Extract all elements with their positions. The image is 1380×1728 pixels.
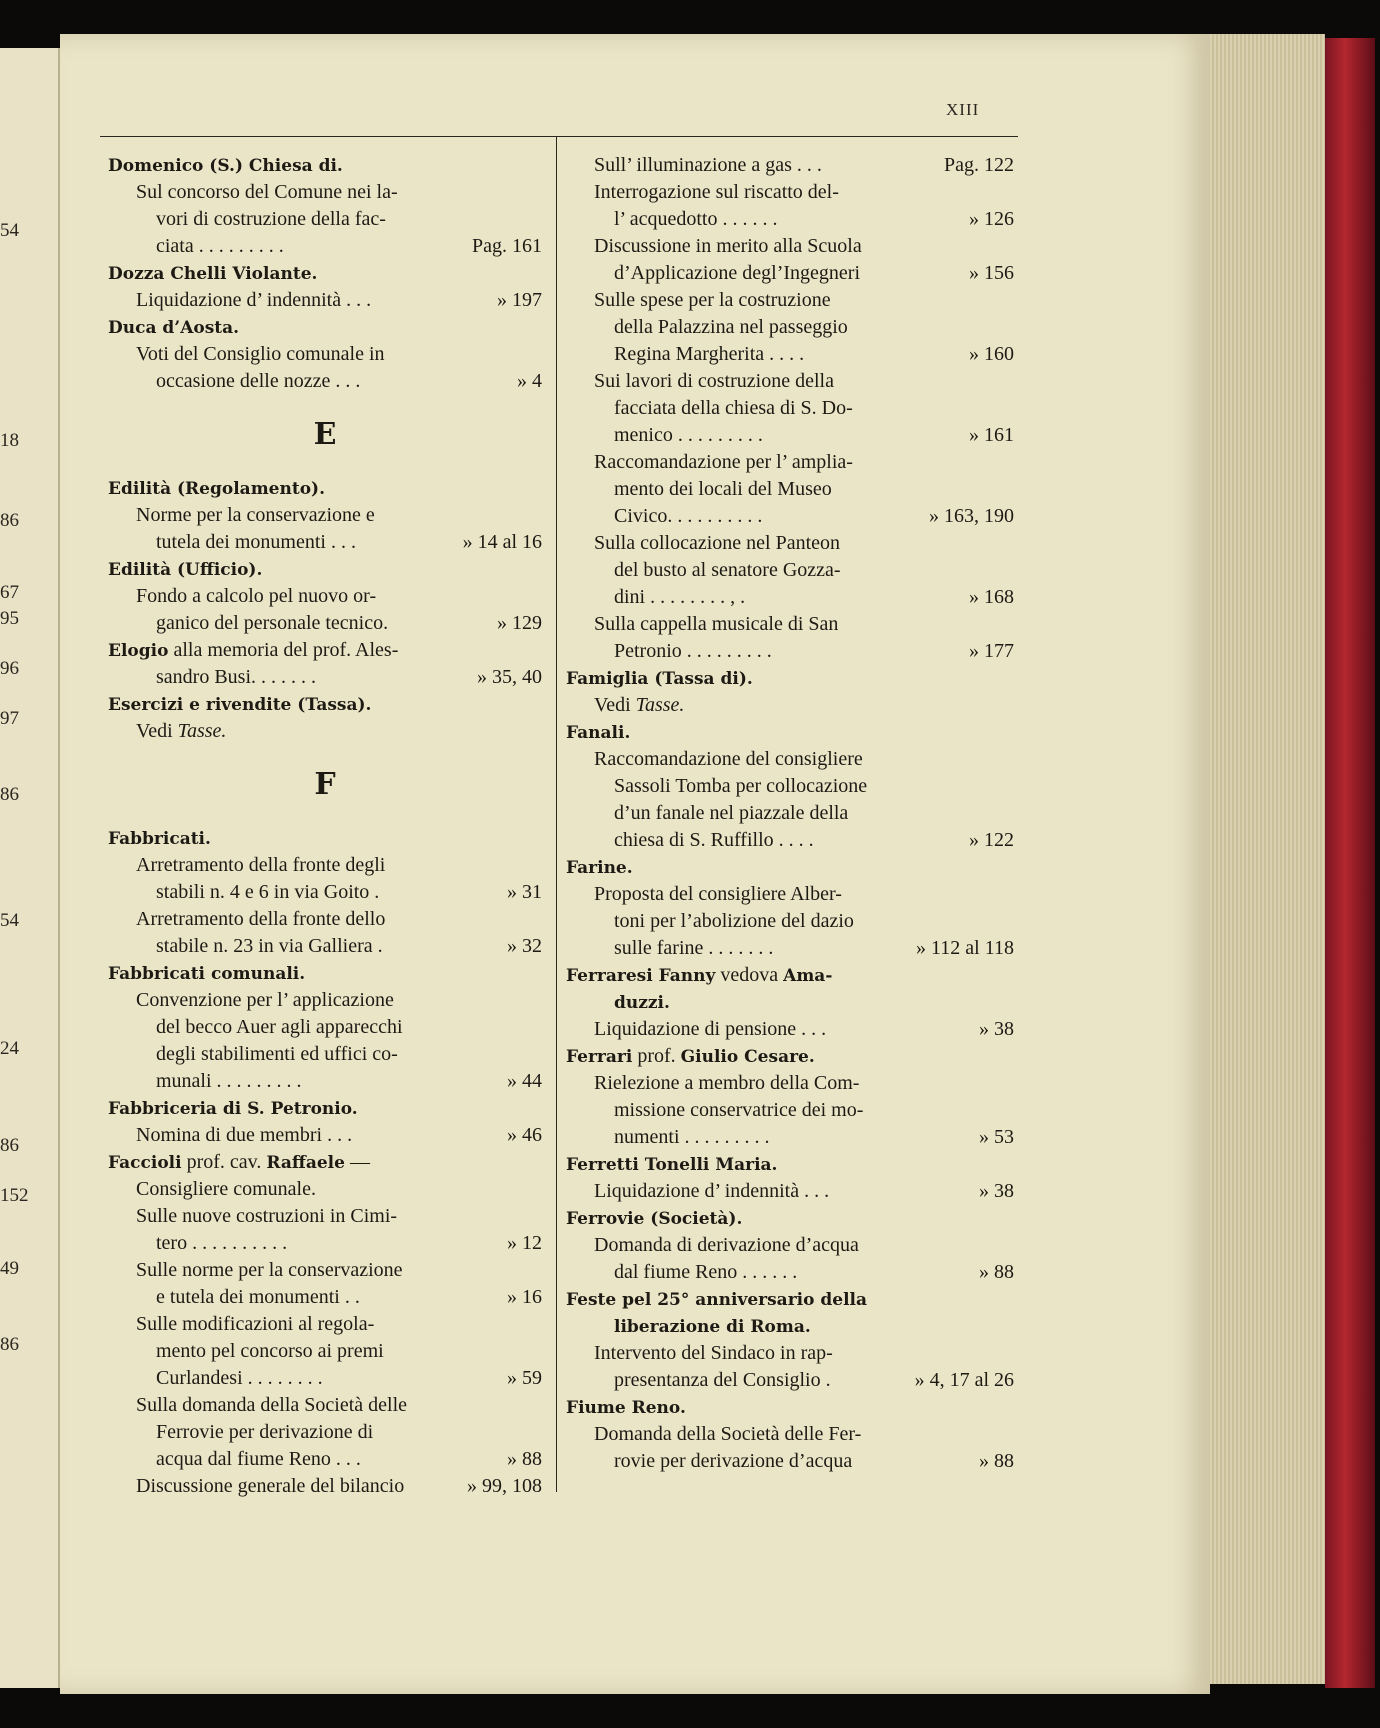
entry-text: Proposta del consigliere Alber- — [594, 883, 842, 905]
index-heading — [566, 962, 1014, 989]
facing-page-number: 54 — [0, 910, 19, 931]
index-entry-line — [566, 1340, 1014, 1367]
index-entry-line — [108, 341, 542, 368]
index-entry-line — [566, 800, 1014, 827]
entry-text: Fondo a calcolo pel nuovo or- — [136, 585, 377, 607]
page-reference: » 16 — [507, 1286, 542, 1308]
index-entry-line — [108, 1122, 542, 1149]
entry-text: Regina Margherita . . . . — [614, 343, 805, 365]
index-entry-line — [566, 692, 1014, 719]
index-entry-line — [108, 583, 542, 610]
index-entry-line — [566, 908, 1014, 935]
entry-text: vedova — [715, 964, 784, 986]
index-entry-line — [566, 611, 1014, 638]
index-entry-line — [108, 1446, 542, 1473]
index-entry-line — [108, 852, 542, 879]
entry-text: Sulla collocazione nel Panteon — [594, 532, 841, 554]
entry-text: Petronio . . . . . . . . . — [614, 640, 772, 662]
index-heading — [566, 1043, 1014, 1070]
index-entry-line — [108, 1419, 542, 1446]
facing-page-number: 49 — [0, 1258, 19, 1279]
index-heading — [108, 1095, 542, 1122]
folio-number: XIII — [946, 100, 980, 119]
index-column-left — [108, 152, 542, 1500]
entry-text: Vedi — [594, 694, 636, 716]
entry-text: Liquidazione di pensione . . . — [594, 1018, 827, 1040]
heading-text: Dozza Chelli Violante. — [108, 264, 318, 284]
index-entry-line — [108, 529, 542, 556]
index-entry-line — [108, 233, 542, 260]
entry-text: Domanda della Società delle Fer- — [594, 1423, 862, 1445]
entry-text: Liquidazione d’ indennità . . . — [136, 289, 372, 311]
entry-text: tero . . . . . . . . . . — [156, 1232, 288, 1254]
page-reference: » 12 — [507, 1232, 542, 1254]
entry-text: munali . . . . . . . . . — [156, 1070, 302, 1092]
entry-text: Sull’ illuminazione a gas . . . — [594, 154, 822, 176]
index-entry-line — [566, 1016, 1014, 1043]
index-entry-line — [566, 584, 1014, 611]
heading-text: Raffaele — [266, 1153, 345, 1173]
index-entry-line — [566, 152, 1014, 179]
entry-text: del busto al senatore Gozza- — [614, 559, 841, 581]
entry-text: Sassoli Tomba per collocazione — [614, 775, 868, 797]
entry-text: degli stabilimenti ed uffici co- — [156, 1043, 398, 1065]
index-entry-line — [566, 1097, 1014, 1124]
index-entry-line — [566, 881, 1014, 908]
index-heading — [566, 719, 1014, 746]
index-entry-line — [108, 664, 542, 691]
entry-text: e tutela dei monumenti . . — [156, 1286, 360, 1308]
index-entry-line — [566, 1124, 1014, 1151]
page-reference: » 126 — [969, 208, 1014, 230]
facing-page-number: 18 — [0, 430, 19, 451]
facing-page-number: 96 — [0, 658, 19, 679]
index-column-right — [566, 152, 1014, 1475]
page-reference: » 129 — [497, 612, 542, 634]
facing-page-number: 86 — [0, 1135, 19, 1156]
entry-text: della Palazzina nel passeggio — [614, 316, 848, 338]
page-reference: » 161 — [969, 424, 1014, 446]
entry-text: — — [344, 1151, 370, 1173]
index-entry-line — [566, 827, 1014, 854]
index-entry-line — [566, 935, 1014, 962]
page-reference: Pag. 161 — [472, 235, 542, 257]
heading-text: duzzi. — [614, 993, 670, 1013]
index-entry-line — [566, 1421, 1014, 1448]
heading-text: Elogio — [108, 641, 169, 661]
index-entry-line — [566, 287, 1014, 314]
entry-text: Tasse. — [635, 694, 685, 716]
index-entry-line — [566, 179, 1014, 206]
heading-text: Fabbricati. — [108, 829, 211, 849]
page-reference: » 168 — [969, 586, 1014, 608]
heading-text: Ferretti Tonelli Maria. — [566, 1155, 778, 1175]
index-entry-line — [108, 610, 542, 637]
index-heading — [566, 665, 1014, 692]
entry-text: facciata della chiesa di S. Do- — [614, 397, 853, 419]
entry-text: Sulle norme per la conservazione — [136, 1259, 403, 1281]
entry-text: Sulla cappella musicale di San — [594, 613, 839, 635]
index-heading — [566, 1286, 1014, 1313]
index-entry-line — [566, 1070, 1014, 1097]
index-heading — [566, 854, 1014, 881]
index-entry-line — [566, 1259, 1014, 1286]
index-entry-line — [108, 1068, 542, 1095]
column-divider — [556, 136, 557, 1492]
index-entry-line — [108, 1014, 542, 1041]
page-reference: » 88 — [979, 1261, 1014, 1283]
index-entry-line — [108, 1365, 542, 1392]
heading-text: Ama- — [783, 966, 833, 986]
page-reference: » 4, 17 al 26 — [914, 1369, 1014, 1391]
index-entry-line — [108, 718, 542, 745]
page-reference: » 156 — [969, 262, 1014, 284]
entry-text: Voti del Consiglio comunale in — [136, 343, 385, 365]
entry-text: Intervento del Sindaco in rap- — [594, 1342, 833, 1364]
index-entry-line — [108, 1041, 542, 1068]
index-entry-line — [566, 260, 1014, 287]
index-entry-line — [108, 502, 542, 529]
entry-text: del becco Auer agli apparecchi — [156, 1016, 403, 1038]
entry-text: Raccomandazione del consigliere — [594, 748, 863, 770]
section-letter: E — [313, 417, 337, 452]
index-heading — [108, 152, 542, 179]
page-reference: » 112 al 118 — [916, 937, 1014, 959]
entry-text: numenti . . . . . . . . . — [614, 1126, 770, 1148]
entry-text: Sulle spese per la costruzione — [594, 289, 831, 311]
index-entry-line — [566, 557, 1014, 584]
index-heading — [566, 1151, 1014, 1178]
index-entry-line — [566, 314, 1014, 341]
entry-text: Sulle nuove costruzioni in Cimi- — [136, 1205, 398, 1227]
page-edges — [1210, 34, 1325, 1684]
facing-page-number: 67 — [0, 582, 19, 603]
entry-text: occasione delle nozze . . . — [156, 370, 361, 392]
index-entry-line — [108, 1257, 542, 1284]
entry-text: Nomina di due membri . . . — [136, 1124, 353, 1146]
heading-text: Domenico (S.) Chiesa di. — [108, 156, 343, 176]
facing-page-number: 54 — [0, 220, 19, 241]
entry-text: chiesa di S. Ruffillo . . . . — [614, 829, 814, 851]
entry-text: l’ acquedotto . . . . . . — [614, 208, 778, 230]
heading-text: liberazione di Roma. — [614, 1317, 811, 1337]
heading-text: Edilità (Ufficio). — [108, 560, 263, 580]
entry-text: dini . . . . . . . . , . — [614, 586, 746, 608]
entry-text: Civico. . . . . . . . . . — [614, 505, 763, 527]
index-entry-line — [108, 1284, 542, 1311]
page-reference: » 4 — [517, 370, 542, 392]
index-entry-line — [108, 368, 542, 395]
index-entry-line — [108, 1230, 542, 1257]
index-entry-line — [108, 1311, 542, 1338]
index-entry-line — [566, 422, 1014, 449]
index-entry-line — [108, 1176, 542, 1203]
index-entry-line — [566, 233, 1014, 260]
entry-text: ciata . . . . . . . . . — [156, 235, 284, 257]
entry-text: Sui lavori di costruzione della — [594, 370, 834, 392]
entry-text: sulle farine . . . . . . . — [614, 937, 774, 959]
entry-text: Raccomandazione per l’ amplia- — [594, 451, 853, 473]
entry-text: stabile n. 23 in via Galliera . — [156, 935, 383, 957]
facing-page-number: 152 — [0, 1185, 29, 1206]
entry-text: rovie per derivazione d’acqua — [614, 1450, 853, 1472]
index-entry-line — [566, 341, 1014, 368]
heading-text: Fabbricati comunali. — [108, 964, 306, 984]
entry-text: Discussione in merito alla Scuola — [594, 235, 862, 257]
entry-text: Arretramento della fronte degli — [136, 854, 386, 876]
heading-text: Ferrari — [566, 1047, 633, 1067]
page-reference: » 46 — [507, 1124, 542, 1146]
page-reference: » 38 — [979, 1018, 1014, 1040]
entry-text: Ferrovie per derivazione di — [156, 1421, 374, 1443]
index-heading — [108, 475, 542, 502]
entry-text: Discussione generale del bilancio — [136, 1475, 405, 1497]
book-cover — [1325, 38, 1375, 1688]
heading-text: Giulio Cesare. — [680, 1047, 815, 1067]
entry-text: toni per l’abolizione del dazio — [614, 910, 854, 932]
entry-text: missione conservatrice dei mo- — [614, 1099, 864, 1121]
heading-text: Duca d’Aosta. — [108, 318, 240, 338]
page-reference: » 53 — [979, 1126, 1014, 1148]
entry-text: stabili n. 4 e 6 in via Goito . — [156, 881, 380, 903]
facing-page-number: 86 — [0, 510, 19, 531]
entry-text: Sulle modificazioni al regola- — [136, 1313, 375, 1335]
entry-text: sandro Busi. . . . . . . — [156, 666, 316, 688]
page-reference: » 197 — [497, 289, 542, 311]
entry-text: Vedi — [136, 720, 178, 742]
page-reference: » 44 — [507, 1070, 542, 1092]
index-heading — [566, 1205, 1014, 1232]
facing-page-number: 24 — [0, 1038, 19, 1059]
entry-text: prof. — [632, 1045, 681, 1067]
page-reference: » 31 — [507, 881, 542, 903]
index-entry-line — [566, 1367, 1014, 1394]
page-reference: » 163, 190 — [929, 505, 1014, 527]
entry-text: Liquidazione d’ indennità . . . — [594, 1180, 830, 1202]
index-entry-line — [108, 933, 542, 960]
page-reference: » 88 — [507, 1448, 542, 1470]
entry-text: tutela dei monumenti . . . — [156, 531, 356, 553]
page-reference: » 35, 40 — [477, 666, 542, 688]
page-reference: Pag. 122 — [944, 154, 1014, 176]
index-entry-line — [566, 1178, 1014, 1205]
entry-text: Consigliere comunale. — [136, 1178, 316, 1200]
entry-text: dal fiume Reno . . . . . . — [614, 1261, 798, 1283]
index-entry-line — [566, 1313, 1014, 1340]
entry-text: Sulla domanda della Società delle — [136, 1394, 408, 1416]
index-entry-line — [566, 395, 1014, 422]
index-heading — [108, 825, 542, 852]
heading-text: Fanali. — [566, 723, 631, 743]
index-entry-line — [108, 1392, 542, 1419]
facing-page-edge — [0, 48, 60, 1688]
index-entry-line — [108, 1203, 542, 1230]
index-entry-line — [566, 476, 1014, 503]
page-reference: » 177 — [969, 640, 1014, 662]
facing-page-number: 86 — [0, 1334, 19, 1355]
entry-text: d’Applicazione degl’Ingegneri — [614, 262, 861, 284]
heading-text: Esercizi e rivendite (Tassa). — [108, 695, 372, 715]
index-entry-line — [566, 638, 1014, 665]
index-heading — [108, 556, 542, 583]
page-reference: » 122 — [969, 829, 1014, 851]
entry-text: Domanda di derivazione d’acqua — [594, 1234, 859, 1256]
index-entry-line — [566, 449, 1014, 476]
index-heading — [108, 691, 542, 718]
entry-text: Norme per la conservazione e — [136, 504, 375, 526]
page-reference: » 59 — [507, 1367, 542, 1389]
entry-text: mento pel concorso ai premi — [156, 1340, 384, 1362]
entry-text: acqua dal fiume Reno . . . — [156, 1448, 361, 1470]
index-heading — [108, 960, 542, 987]
heading-text: Feste pel 25° anniversario della — [566, 1290, 868, 1310]
entry-text: mento dei locali del Museo — [614, 478, 832, 500]
index-entry-line — [566, 989, 1014, 1016]
entry-text: Convenzione per l’ applicazione — [136, 989, 394, 1011]
entry-text: presentanza del Consiglio . — [614, 1369, 831, 1391]
index-heading — [108, 637, 542, 664]
index-entry-line — [108, 879, 542, 906]
page-reference: » 14 al 16 — [462, 531, 542, 553]
heading-text: Farine. — [566, 858, 633, 878]
index-entry-line — [108, 987, 542, 1014]
index-entry-line — [566, 1448, 1014, 1475]
page-reference: » 32 — [507, 935, 542, 957]
entry-text: Arretramento della fronte dello — [136, 908, 386, 930]
page-reference: » 88 — [979, 1450, 1014, 1472]
heading-text: Fiume Reno. — [566, 1398, 686, 1418]
entry-text: alla memoria del prof. Ales- — [168, 639, 399, 661]
index-entry-line — [566, 746, 1014, 773]
index-entry-line — [566, 206, 1014, 233]
index-entry-line — [108, 1473, 542, 1500]
index-entry-line — [108, 906, 542, 933]
heading-text: Edilità (Regolamento). — [108, 479, 326, 499]
entry-text: Curlandesi . . . . . . . . — [156, 1367, 323, 1389]
index-entry-line — [566, 1232, 1014, 1259]
heading-text: Ferraresi Fanny — [566, 966, 716, 986]
heading-text: Faccioli — [108, 1153, 182, 1173]
section-letter: F — [314, 767, 336, 802]
index-heading — [108, 1149, 542, 1176]
page-reference: » 99, 108 — [467, 1475, 542, 1497]
entry-text: vori di costruzione della fac- — [156, 208, 386, 230]
entry-text: d’un fanale nel piazzale della — [614, 802, 849, 824]
entry-text: Rielezione a membro della Com- — [594, 1072, 860, 1094]
index-heading — [566, 1394, 1014, 1421]
index-entry-line — [566, 773, 1014, 800]
index-entry-line — [566, 503, 1014, 530]
page-reference: » 160 — [969, 343, 1014, 365]
facing-page-number: 95 — [0, 608, 19, 629]
entry-text: prof. cav. — [181, 1151, 267, 1173]
header-rule — [100, 136, 1018, 137]
entry-text: Tasse. — [177, 720, 227, 742]
heading-text: Fabbriceria di S. Petronio. — [108, 1099, 358, 1119]
heading-text: Ferrovie (Società). — [566, 1209, 743, 1229]
index-entry-line — [108, 206, 542, 233]
facing-page-number: 97 — [0, 708, 19, 729]
entry-text: Interrogazione sul riscatto del- — [594, 181, 839, 203]
index-heading — [108, 314, 542, 341]
facing-page-number: 86 — [0, 784, 19, 805]
index-entry-line — [566, 530, 1014, 557]
heading-text: Famiglia (Tassa di). — [566, 669, 753, 689]
index-entry-line — [108, 179, 542, 206]
index-entry-line — [108, 287, 542, 314]
entry-text: Sul concorso del Comune nei la- — [136, 181, 398, 203]
index-entry-line — [108, 1338, 542, 1365]
index-entry-line — [566, 368, 1014, 395]
entry-text: ganico del personale tecnico. — [156, 612, 389, 634]
page-reference: » 38 — [979, 1180, 1014, 1202]
entry-text: menico . . . . . . . . . — [614, 424, 763, 446]
index-heading — [108, 260, 542, 287]
